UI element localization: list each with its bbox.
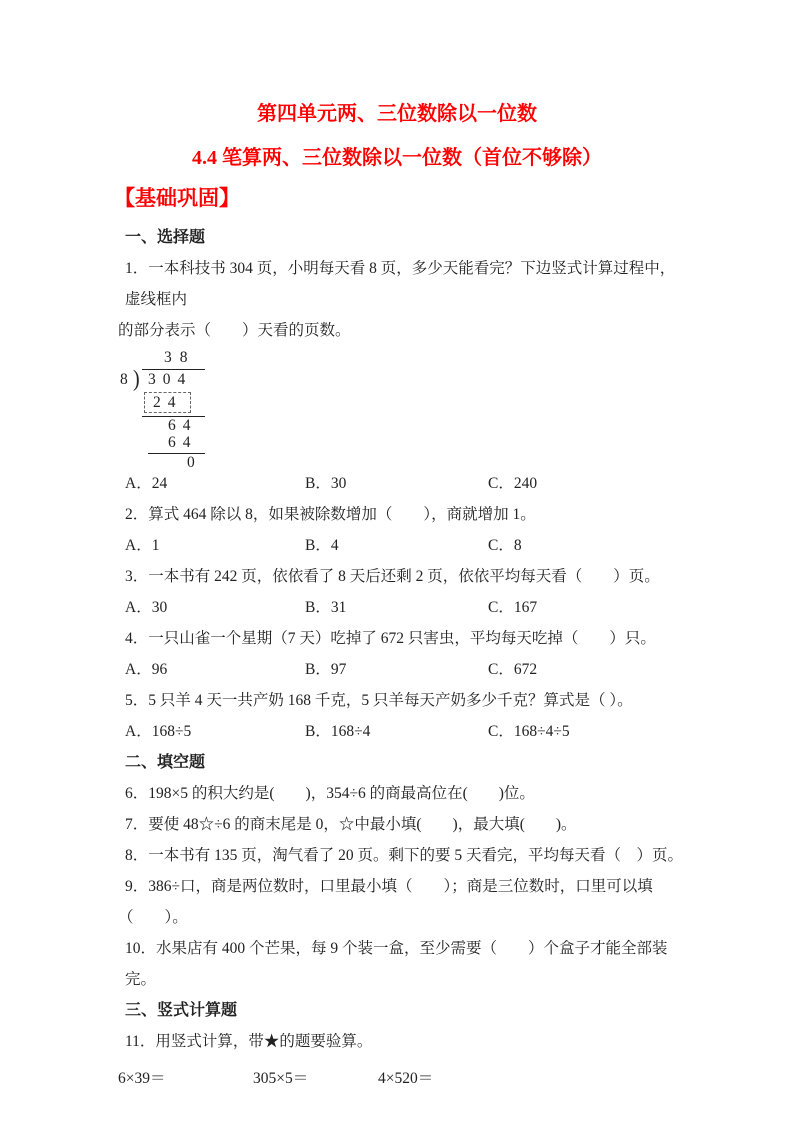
division-step2: 64 xyxy=(168,417,198,434)
question-1-line1: 1．一本科技书 304 页，小明每天看 8 页，多少天能看完？下边竖式计算过程中，虚线框内 xyxy=(125,260,676,308)
division-divisor: 8 xyxy=(120,371,128,388)
question-2-text: 2．算式 464 除以 8，如果被除数增加（ ），商就增加 1。 xyxy=(125,506,536,523)
page-title: 第四单元两、三位数除以一位数 xyxy=(257,103,537,125)
page-subtitle: 4.4 笔算两、三位数除以一位数（首位不够除） xyxy=(192,147,602,169)
option-label: A．96 xyxy=(125,661,168,678)
option-label: B．168÷4 xyxy=(305,723,371,740)
division-boxed-step: 24 xyxy=(153,394,183,411)
division-vinculum-line xyxy=(142,369,205,370)
section-fill-heading: 二、填空题 xyxy=(125,754,206,771)
section-vertical-heading: 三、竖式计算题 xyxy=(125,1002,238,1019)
option-label: B．30 xyxy=(305,475,347,492)
option-label: B．4 xyxy=(305,537,339,554)
question-10-text: 10．水果店有 400 个芒果，每 9 个装一盒，至少需要（ ）个盒子才能全部装完。 xyxy=(125,940,668,988)
question-5-text: 5．5 只羊 4 天一共产奶 168 千克，5 只羊每天产奶多少千克？算式是（ ）。 xyxy=(125,692,633,709)
section-choice-heading: 一、选择题 xyxy=(125,229,206,246)
division-remainder: 0 xyxy=(187,454,195,471)
option-label: A．1 xyxy=(125,537,160,554)
question-9-line1: 9．386÷口，商是两位数时，口里最小填（ ）；商是三位数时，口里可以填 xyxy=(125,878,653,895)
option-label: A．30 xyxy=(125,599,168,616)
calculation-expression: 4×520＝ xyxy=(378,1070,434,1087)
calculation-expression: 6×39＝ xyxy=(118,1070,166,1087)
division-bracket: ) xyxy=(133,366,140,392)
question-11-calculations xyxy=(118,1063,690,1094)
question-2-options xyxy=(118,530,690,561)
division-dashed-box xyxy=(144,392,191,413)
question-3-text: 3．一本书有 242 页，依依看了 8 天后还剩 2 页，依依平均每天看（ ）页。 xyxy=(125,568,660,585)
calculation-expression: 305×5＝ xyxy=(253,1070,309,1087)
option-label: A．24 xyxy=(125,475,168,492)
option-label: A．168÷5 xyxy=(125,723,192,740)
division-dividend: 304 xyxy=(148,371,193,388)
option-label: C．240 xyxy=(488,475,538,492)
option-label: B．97 xyxy=(305,661,347,678)
division-quotient: 38 xyxy=(164,349,196,366)
question-5-options xyxy=(118,716,690,747)
section-basics-header: 【基础巩固】 xyxy=(114,186,240,210)
question-11-text: 11．用竖式计算，带★的题要验算。 xyxy=(125,1033,373,1050)
question-3-options xyxy=(118,592,690,623)
question-6-text: 6．198×5 的积大约是( )，354÷6 的商最高位在( )位。 xyxy=(125,785,535,802)
question-8-text: 8．一本书有 135 页，淘气看了 20 页。剩下的要 5 天看完，平均每天看（ ）页。 xyxy=(125,847,684,864)
option-label: C．167 xyxy=(488,599,538,616)
option-label: B．31 xyxy=(305,599,347,616)
question-1-line2: 的部分表示（ ）天看的页数。 xyxy=(118,322,351,339)
question-7-text: 7．要使 48☆÷6 的商末尾是 0，☆中最小填( )，最大填( )。 xyxy=(125,816,577,833)
long-division-diagram xyxy=(118,349,690,471)
option-label: C．672 xyxy=(488,661,538,678)
division-subtract-line-2 xyxy=(148,453,205,454)
question-9-line2: （ ）。 xyxy=(118,909,188,926)
question-4-options xyxy=(118,654,690,685)
option-label: C．168÷4÷5 xyxy=(488,723,570,740)
option-label: C．8 xyxy=(488,537,522,554)
division-step3: 64 xyxy=(168,434,198,451)
worksheet-content xyxy=(118,222,690,1094)
question-1-options xyxy=(118,468,690,499)
question-4-text: 4．一只山雀一个星期（7 天）吃掉了 672 只害虫，平均每天吃掉（ ）只。 xyxy=(125,630,656,647)
